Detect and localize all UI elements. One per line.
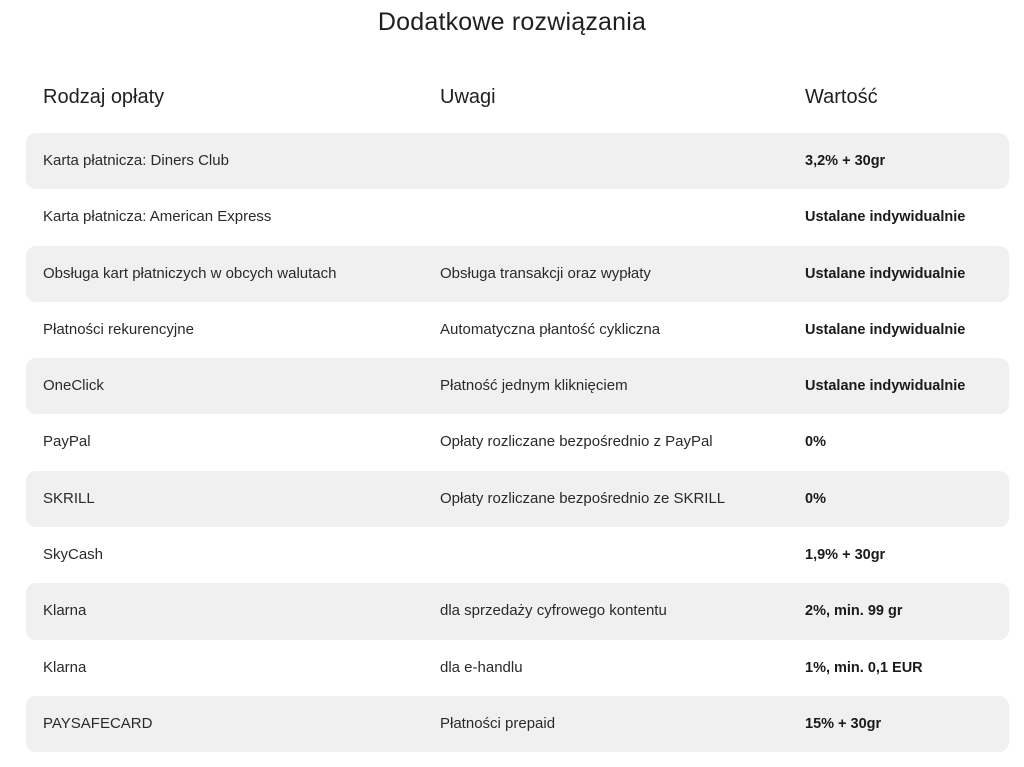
row-type: PAYSAFECARD: [43, 714, 153, 732]
page-title: Dodatkowe rozwiązania: [377, 8, 647, 36]
row-type: OneClick: [43, 377, 104, 395]
row-notes: Opłaty rozliczane bezpośrednio ze SKRILL: [440, 489, 726, 507]
row-notes: Płatność jednym kliknięciem: [440, 377, 628, 395]
table-row: [26, 189, 1009, 245]
table-row: [26, 246, 1009, 302]
header-value: Wartość: [805, 86, 878, 108]
row-type: SkyCash: [43, 546, 104, 564]
row-type: Karta płatnicza: American Express: [43, 208, 272, 226]
table-row: [26, 358, 1009, 414]
row-value: 1,9% + 30gr: [805, 547, 886, 564]
row-value: 1%, min. 0,1 EUR: [805, 659, 923, 676]
row-value: Ustalane indywidualnie: [805, 209, 966, 226]
row-value: Ustalane indywidualnie: [805, 321, 966, 338]
row-type: Płatności rekurencyjne: [43, 320, 194, 338]
row-type: Karta płatnicza: Diners Club: [43, 152, 229, 169]
row-value: 0%: [805, 434, 826, 451]
table-row: [26, 302, 1009, 358]
row-notes: dla sprzedaży cyfrowego kontentu: [440, 602, 667, 620]
row-type: Klarna: [43, 658, 87, 676]
row-type: SKRILL: [43, 489, 95, 507]
row-type: Obsługa kart płatniczych w obcych walutach: [43, 264, 337, 282]
table-row: [26, 583, 1009, 639]
table-row: [26, 414, 1009, 470]
table-row: [26, 527, 1009, 583]
row-notes: Płatności prepaid: [440, 714, 556, 732]
row-value: Ustalane indywidualnie: [805, 265, 966, 282]
row-type: Klarna: [43, 602, 87, 620]
table-row: [26, 133, 1009, 189]
header-notes: Uwagi: [440, 86, 496, 108]
table-row: [26, 640, 1009, 696]
header-type: Rodzaj opłaty: [43, 86, 165, 108]
row-notes: Opłaty rozliczane bezpośrednio z PayPal: [440, 433, 713, 451]
table-row: [26, 696, 1009, 752]
row-value: 0%: [805, 490, 826, 507]
row-type: PayPal: [43, 433, 91, 451]
row-value: 3,2% + 30gr: [805, 153, 886, 169]
row-notes: Obsługa transakcji oraz wypłaty: [440, 264, 651, 282]
row-value: 2%, min. 99 gr: [805, 603, 903, 620]
row-notes: dla e-handlu: [440, 658, 523, 676]
row-notes: Automatyczna płantość cykliczna: [440, 320, 661, 338]
row-value: 15% + 30gr: [805, 715, 882, 732]
row-value: Ustalane indywidualnie: [805, 378, 966, 395]
table-row: [26, 471, 1009, 527]
fees-table: [26, 133, 1009, 752]
table-header: [26, 86, 1009, 116]
